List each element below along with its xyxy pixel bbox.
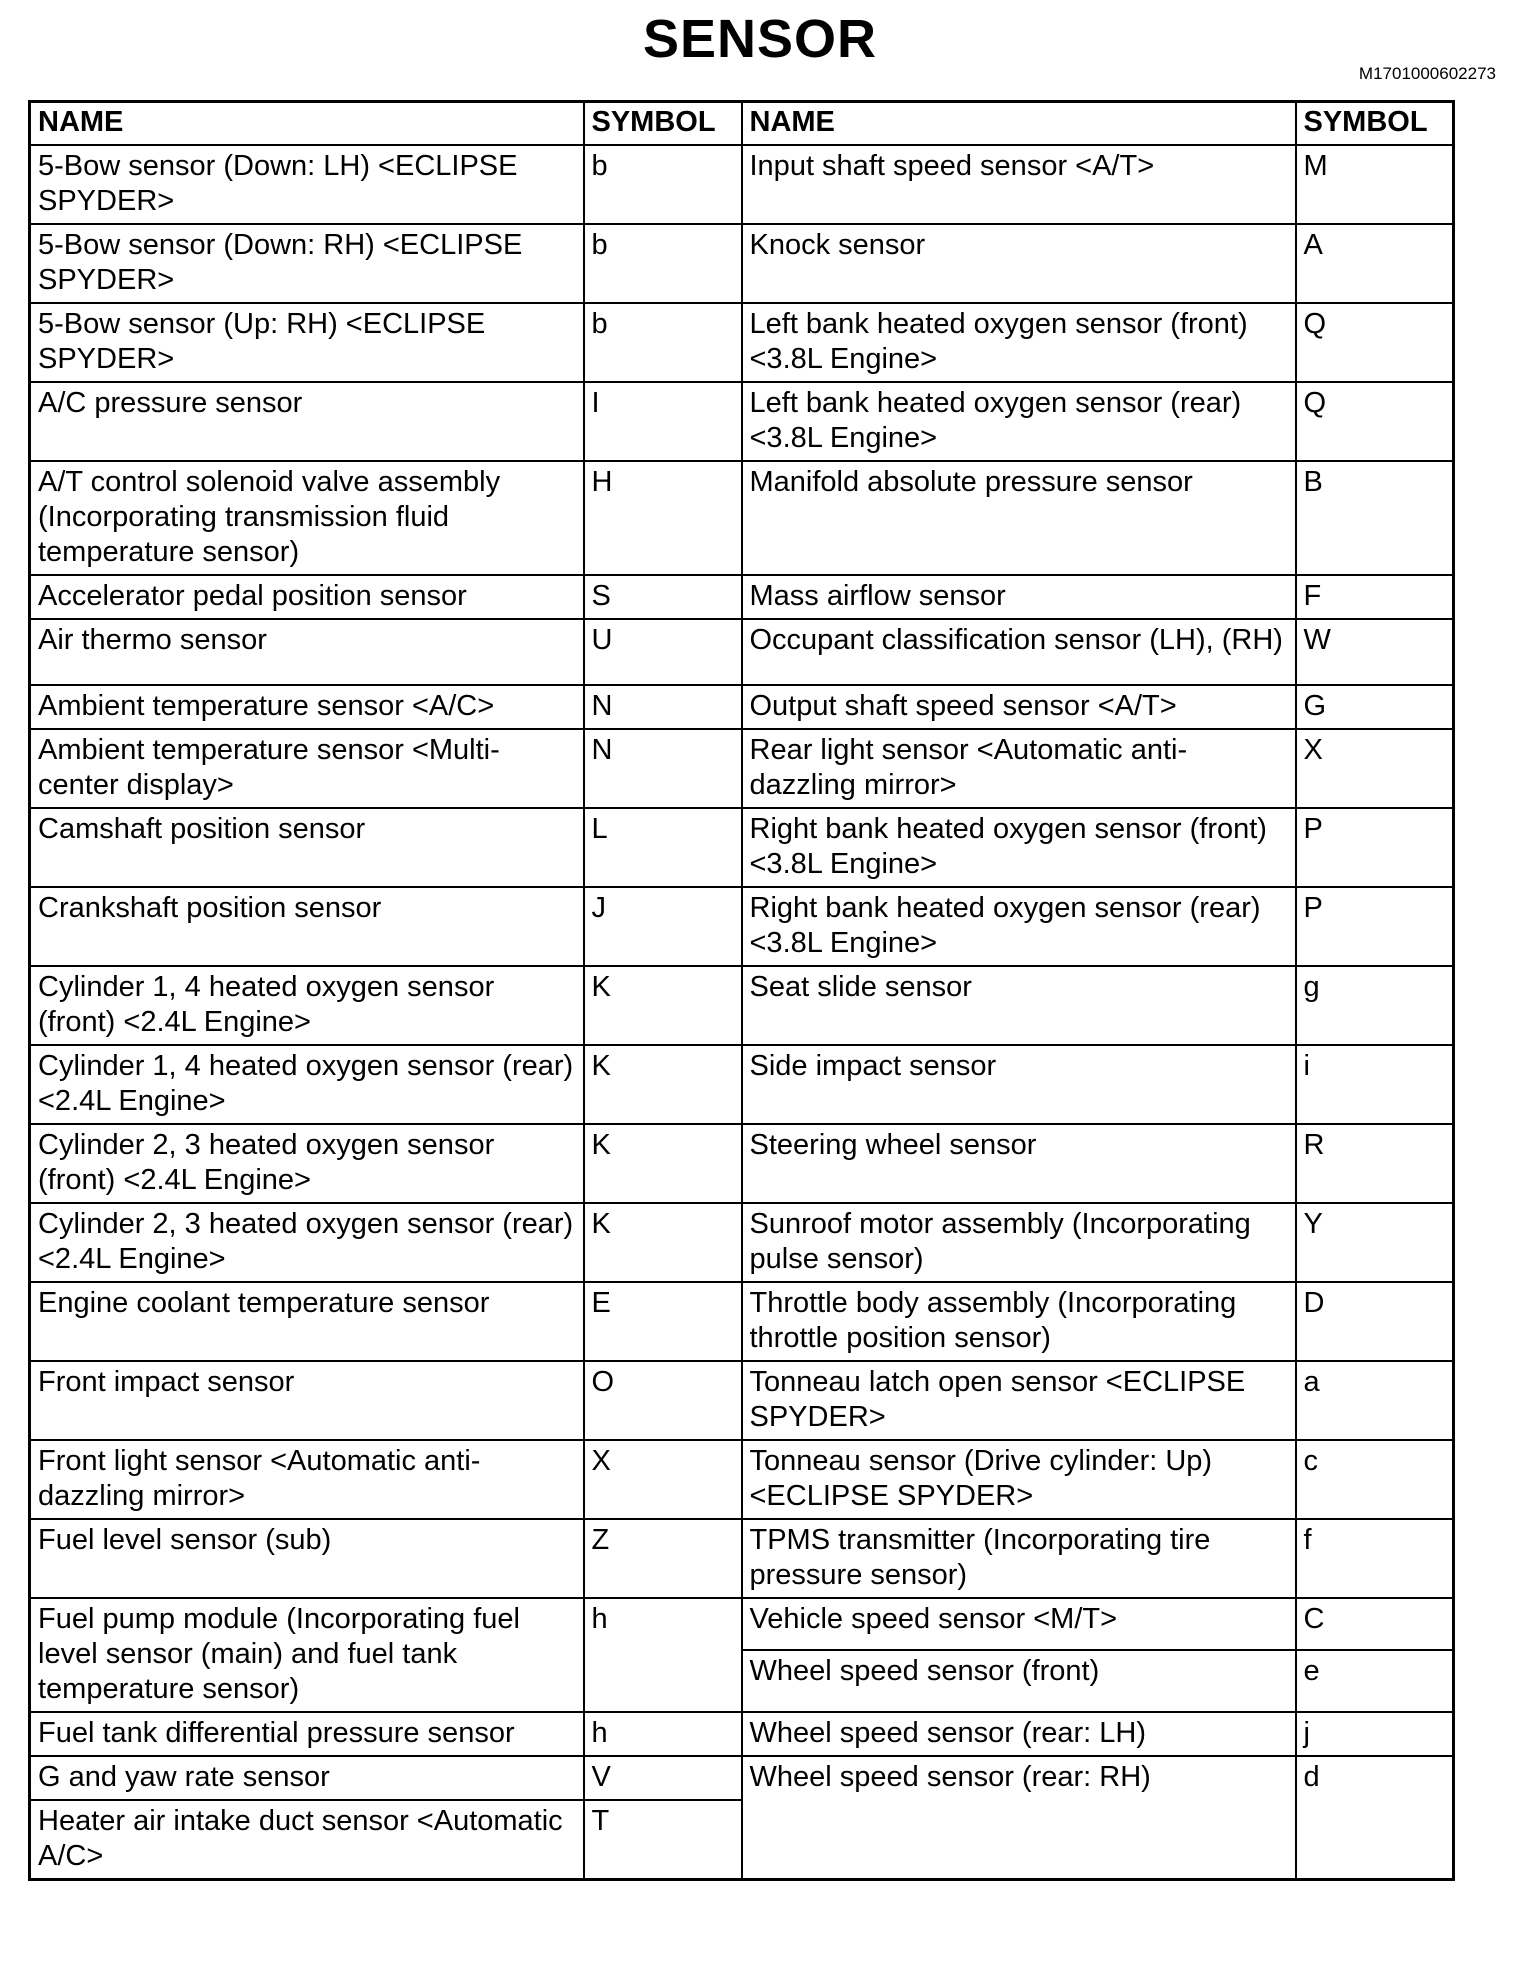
sensor-name: Front impact sensor xyxy=(30,1361,584,1440)
sensor-name: G and yaw rate sensor xyxy=(30,1756,584,1800)
sensor-name: Occupant classification sensor (LH), (RH) xyxy=(742,619,1296,685)
sensor-name: Tonneau latch open sensor <ECLIPSE SPYDER> xyxy=(742,1361,1296,1440)
header-name-right: NAME xyxy=(742,102,1296,146)
sensor-name: Fuel pump module (Incorporating fuel level sensor (main) and fuel tank temperature sensor) xyxy=(30,1598,584,1712)
sensor-symbol: K xyxy=(584,1045,742,1124)
sensor-name: Input shaft speed sensor <A/T> xyxy=(742,145,1296,224)
table-row xyxy=(30,808,1454,887)
table-row xyxy=(30,1361,1454,1440)
sensor-name: Sunroof motor assembly (Incorporating pulse sensor) xyxy=(742,1203,1296,1282)
table-row xyxy=(30,887,1454,966)
sensor-symbol: K xyxy=(584,966,742,1045)
sensor-name: Left bank heated oxygen sensor (rear) <3.8L Engine> xyxy=(742,382,1296,461)
sensor-symbol: f xyxy=(1296,1519,1454,1598)
sensor-symbol: G xyxy=(1296,685,1454,729)
sensor-symbol: U xyxy=(584,619,742,685)
sensor-name: Cylinder 1, 4 heated oxygen sensor (rear) <2.4L Engine> xyxy=(30,1045,584,1124)
sensor-symbol: R xyxy=(1296,1124,1454,1203)
sensor-name: Mass airflow sensor xyxy=(742,575,1296,619)
sensor-symbol: B xyxy=(1296,461,1454,575)
sensor-symbol: b xyxy=(584,145,742,224)
sensor-name: 5-Bow sensor (Down: RH) <ECLIPSE SPYDER> xyxy=(30,224,584,303)
table-row xyxy=(30,685,1454,729)
header-symbol-left: SYMBOL xyxy=(584,102,742,146)
sensor-name: Side impact sensor xyxy=(742,1045,1296,1124)
sensor-symbol: j xyxy=(1296,1712,1454,1756)
sensor-name: Heater air intake duct sensor <Automatic A/C> xyxy=(30,1800,584,1880)
sensor-name: A/C pressure sensor xyxy=(30,382,584,461)
table-row xyxy=(30,382,1454,461)
sensor-name: Engine coolant temperature sensor xyxy=(30,1282,584,1361)
sensor-name: Wheel speed sensor (rear: RH) xyxy=(742,1756,1296,1880)
sensor-name: Vehicle speed sensor <M/T> xyxy=(742,1598,1296,1650)
sensor-name: 5-Bow sensor (Up: RH) <ECLIPSE SPYDER> xyxy=(30,303,584,382)
table-row xyxy=(30,575,1454,619)
sensor-symbol: E xyxy=(584,1282,742,1361)
sensor-symbol: C xyxy=(1296,1598,1454,1650)
sensor-symbol: h xyxy=(584,1598,742,1712)
sensor-symbol: L xyxy=(584,808,742,887)
sensor-symbol: Q xyxy=(1296,382,1454,461)
sensor-name: 5-Bow sensor (Down: LH) <ECLIPSE SPYDER> xyxy=(30,145,584,224)
sensor-name: Left bank heated oxygen sensor (front) <3.8L Engine> xyxy=(742,303,1296,382)
sensor-name: A/T control solenoid valve assembly (Incorporating transmission fluid temperature sensor) xyxy=(30,461,584,575)
sensor-symbol: g xyxy=(1296,966,1454,1045)
sensor-symbol: Z xyxy=(584,1519,742,1598)
table-row xyxy=(30,1440,1454,1519)
sensor-symbol: a xyxy=(1296,1361,1454,1440)
sensor-symbol: Q xyxy=(1296,303,1454,382)
table-row xyxy=(30,303,1454,382)
sensor-name: Ambient temperature sensor <Multi-center display> xyxy=(30,729,584,808)
sensor-name: Right bank heated oxygen sensor (front) <3.8L Engine> xyxy=(742,808,1296,887)
sensor-symbol: M xyxy=(1296,145,1454,224)
sensor-symbol: c xyxy=(1296,1440,1454,1519)
sensor-name: Fuel tank differential pressure sensor xyxy=(30,1712,584,1756)
sensor-symbol: T xyxy=(584,1800,742,1880)
sensor-symbol: K xyxy=(584,1124,742,1203)
sensor-symbol: X xyxy=(584,1440,742,1519)
sensor-symbol: V xyxy=(584,1756,742,1800)
document-id: M1701000602273 xyxy=(1358,64,1496,83)
sensor-symbol: i xyxy=(1296,1045,1454,1124)
sensor-name: Cylinder 1, 4 heated oxygen sensor (front) <2.4L Engine> xyxy=(30,966,584,1045)
table-row xyxy=(30,1712,1454,1756)
sensor-symbol: N xyxy=(584,685,742,729)
sensor-name: Rear light sensor <Automatic anti-dazzling mirror> xyxy=(742,729,1296,808)
table-row xyxy=(30,619,1454,685)
sensor-symbol: Y xyxy=(1296,1203,1454,1282)
sensor-name: Seat slide sensor xyxy=(742,966,1296,1045)
table-row xyxy=(30,729,1454,808)
table-row xyxy=(30,145,1454,224)
sensor-name: Fuel level sensor (sub) xyxy=(30,1519,584,1598)
sensor-symbol: e xyxy=(1296,1650,1454,1712)
sensor-name: Right bank heated oxygen sensor (rear) <3.8L Engine> xyxy=(742,887,1296,966)
sensor-name: Accelerator pedal position sensor xyxy=(30,575,584,619)
table-row xyxy=(30,1519,1454,1598)
sensor-name: Tonneau sensor (Drive cylinder: Up) <ECLIPSE SPYDER> xyxy=(742,1440,1296,1519)
sensor-symbol: b xyxy=(584,303,742,382)
sensor-name: Knock sensor xyxy=(742,224,1296,303)
sensor-symbol: H xyxy=(584,461,742,575)
sensor-symbol: O xyxy=(584,1361,742,1440)
table-row xyxy=(30,1598,1454,1650)
sensor-name: Wheel speed sensor (front) xyxy=(742,1650,1296,1712)
sensor-name: Front light sensor <Automatic anti-dazzling mirror> xyxy=(30,1440,584,1519)
page-title: SENSOR xyxy=(642,9,878,69)
sensor-name: Air thermo sensor xyxy=(30,619,584,685)
header-row xyxy=(30,102,1454,146)
sensor-symbol: P xyxy=(1296,887,1454,966)
sensor-name: Throttle body assembly (Incorporating throttle position sensor) xyxy=(742,1282,1296,1361)
sensor-name: Cylinder 2, 3 heated oxygen sensor (front) <2.4L Engine> xyxy=(30,1124,584,1203)
sensor-name: Cylinder 2, 3 heated oxygen sensor (rear) <2.4L Engine> xyxy=(30,1203,584,1282)
header-name-left: NAME xyxy=(30,102,584,146)
table-row xyxy=(30,461,1454,575)
sensor-symbol: F xyxy=(1296,575,1454,619)
sensor-symbol: I xyxy=(584,382,742,461)
sensor-name: Crankshaft position sensor xyxy=(30,887,584,966)
sensor-symbol: b xyxy=(584,224,742,303)
sensor-symbol: N xyxy=(584,729,742,808)
sensor-symbol: K xyxy=(584,1203,742,1282)
sensor-symbol: X xyxy=(1296,729,1454,808)
sensor-symbol: W xyxy=(1296,619,1454,685)
table-row xyxy=(30,1045,1454,1124)
sensor-symbol: d xyxy=(1296,1756,1454,1880)
sensor-symbol: h xyxy=(584,1712,742,1756)
sensor-name: Camshaft position sensor xyxy=(30,808,584,887)
table-row xyxy=(30,1203,1454,1282)
table-row xyxy=(30,224,1454,303)
sensor-symbol: J xyxy=(584,887,742,966)
table-row xyxy=(30,966,1454,1045)
table-row xyxy=(30,1756,1454,1800)
sensor-name: Ambient temperature sensor <A/C> xyxy=(30,685,584,729)
sensor-name: Manifold absolute pressure sensor xyxy=(742,461,1296,575)
sensor-name: Output shaft speed sensor <A/T> xyxy=(742,685,1296,729)
sensor-name: Steering wheel sensor xyxy=(742,1124,1296,1203)
sensor-name: TPMS transmitter (Incorporating tire pressure sensor) xyxy=(742,1519,1296,1598)
sensor-symbol: S xyxy=(584,575,742,619)
sensor-symbol: A xyxy=(1296,224,1454,303)
sensor-table xyxy=(28,100,1455,1881)
table-row xyxy=(30,1282,1454,1361)
sensor-name: Wheel speed sensor (rear: LH) xyxy=(742,1712,1296,1756)
table-row xyxy=(30,1124,1454,1203)
header-symbol-right: SYMBOL xyxy=(1296,102,1454,146)
sensor-symbol: P xyxy=(1296,808,1454,887)
sensor-symbol: D xyxy=(1296,1282,1454,1361)
